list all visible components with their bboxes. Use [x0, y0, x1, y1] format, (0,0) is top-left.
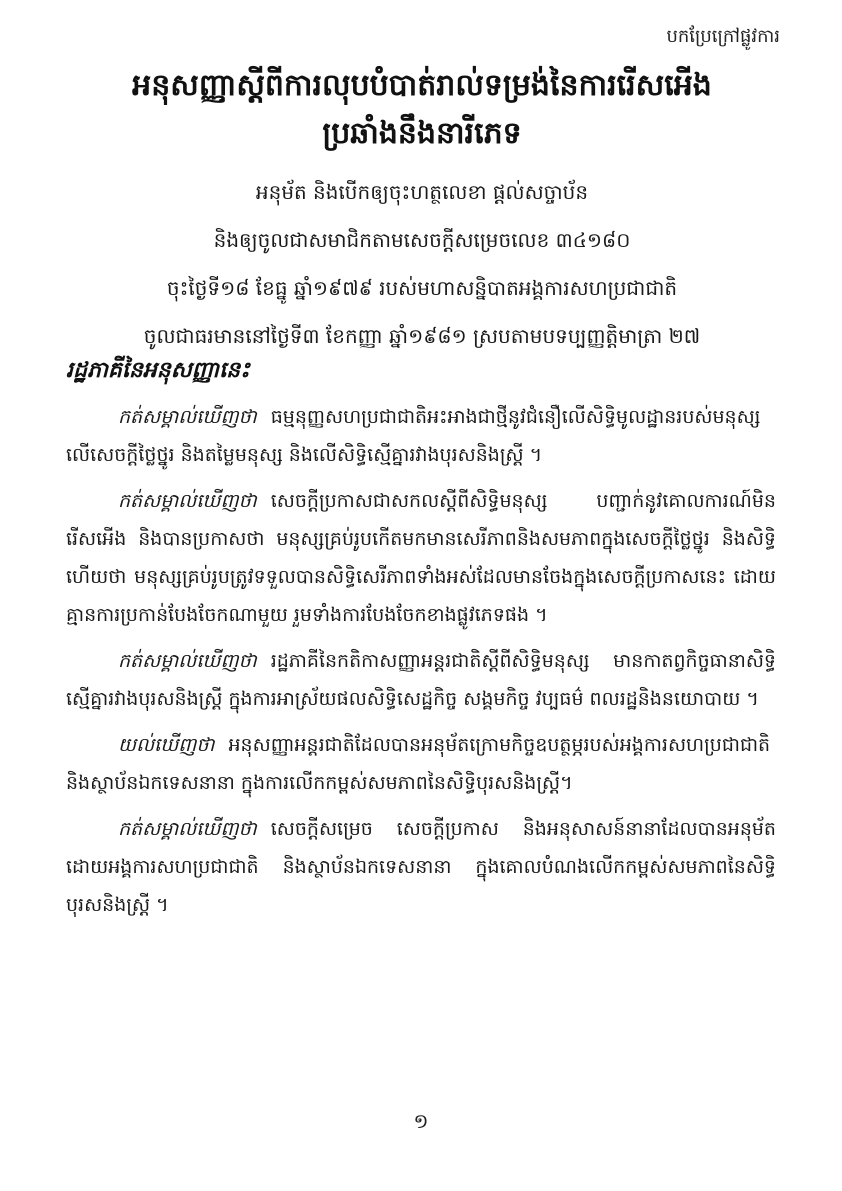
adoption-info-line-2: និងឲ្យចូលជាសមាជិកតាមសេចក្ដីសម្រេចលេខ ៣៤១៨០ [213, 228, 631, 252]
preamble-paragraph [66, 398, 776, 474]
paragraph-lead: កត់សម្គាល់ឃើញថា [118, 406, 257, 428]
unofficial-translation-note: បកប្រែក្រៅផ្លូវការ [666, 26, 780, 47]
adoption-info-line-1: អនុម័ត និងបើកឲ្យចុះហត្ថលេខា ផ្ដល់សច្ចាប័ន [255, 180, 589, 204]
adoption-info [68, 168, 776, 360]
adoption-info-line-3: ចុះថ្ងៃទី១៨ ខែធ្នូ ឆ្នាំ១៩៧៩ របស់មហាសន្និបាតអង្គការសហប្រជាជាតិ [166, 276, 678, 300]
paragraph-text: អនុសញ្ញាអន្តរជាតិដែលបានអនុម័តក្រោមកិច្ចឧបត្ថម្ភរបស់អង្គការសហប្រជាជាតិ និងស្ថាប័នឯកទេសនានា ក្នុងការលើកកម្ពស់សមភាពនៃសិទ្ធិបុរសនិងស្ត្រី។ [66, 734, 771, 794]
title-line-2: ប្រឆាំងនឹងនារីភេទ [322, 116, 522, 151]
preamble-paragraph [66, 810, 776, 924]
adoption-info-line-4: ចូលជាធរមាននៅថ្ងៃទី៣ ខែកញ្ញា ឆ្នាំ១៩៨១ ស្របតាមបទប្បញ្ញត្តិមាត្រា ២៧ [143, 324, 701, 348]
paragraph-lead: យល់ឃើញថា [118, 734, 215, 756]
paragraph-lead: កត់សម្គាល់ឃើញថា [118, 818, 257, 840]
preamble-body [66, 398, 776, 932]
preamble-paragraph [66, 482, 776, 634]
page-number: ១ [413, 1109, 429, 1133]
paragraph-lead: កត់សម្គាល់ឃើញថា [118, 650, 257, 672]
paragraph-lead: កត់សម្គាល់ឃើញថា [118, 490, 257, 512]
preamble-heading: រដ្ឋភាគីនៃអនុសញ្ញានេះ [66, 358, 250, 383]
paragraph-text: រដ្ឋភាគីនៃកតិកាសញ្ញាអន្តរជាតិស្ដីពីសិទ្ធិមនុស្ស មានកាតព្វកិច្ចធានាសិទ្ធិស្មើគ្នារវាងបុរសនិងស្ត្រី ក្នុងការអាស្រ័យផលសិទ្ធិសេដ្ឋកិច្ច សង្គមកិច្ច វប្បធម៌ ពលរដ្ឋនិងនយោបាយ ។ [66, 650, 776, 710]
paragraph-text: សេចក្ដីប្រកាសជាសកលស្ដីពីសិទ្ធិមនុស្ស បញ្ជាក់នូវគោលការណ៍មិនរើសអើង និងបានប្រកាសថា មនុស្សគ្រប់រូបកើតមកមានសេរីភាពនិងសមភាពក្នុងសេចក្ដីថ្លៃថ្នូរ និងសិទ្ធិ ហើយថា មនុស្សគ្រប់រូបត្រូវទទួលបានសិទ្ធិសេរីភាពទាំងអស់ដែលមានចែងក្នុងសេចក្ដីប្រកាសនេះ ដោយគ្មានការប្រកាន់បែងចែកណាមួយ រួមទាំងការបែងចែកខាងផ្លូវភេទផង ។ [66, 490, 776, 626]
preamble-paragraph [66, 642, 776, 718]
preamble-paragraph [66, 726, 776, 802]
paragraph-text: ធម្មនុញ្ញសហប្រជាជាតិអះអាងជាថ្មីនូវជំនឿលើសិទ្ធិមូលដ្ឋានរបស់មនុស្ស លើសេចក្ដីថ្លៃថ្នូរ និងតម្លៃមនុស្ស និងលើសិទ្ធិស្មើគ្នារវាងបុរសនិងស្ត្រី ។ [66, 406, 761, 466]
document-title [68, 62, 776, 158]
title-line-1: អនុសញ្ញាស្ដីពីការលុបបំបាត់រាល់ទម្រង់នៃការរើសអើង [132, 68, 712, 103]
paragraph-text: សេចក្ដីសម្រេច សេចក្ដីប្រកាស និងអនុសាសន៍នានាដែលបានអនុម័តដោយអង្គការសហប្រជាជាតិ និងស្ថាប័នឯកទេសនានា ក្នុងគោលបំណងលើកកម្ពស់សមភាពនៃសិទ្ធិបុរសនិងស្ត្រី ។ [66, 818, 776, 916]
